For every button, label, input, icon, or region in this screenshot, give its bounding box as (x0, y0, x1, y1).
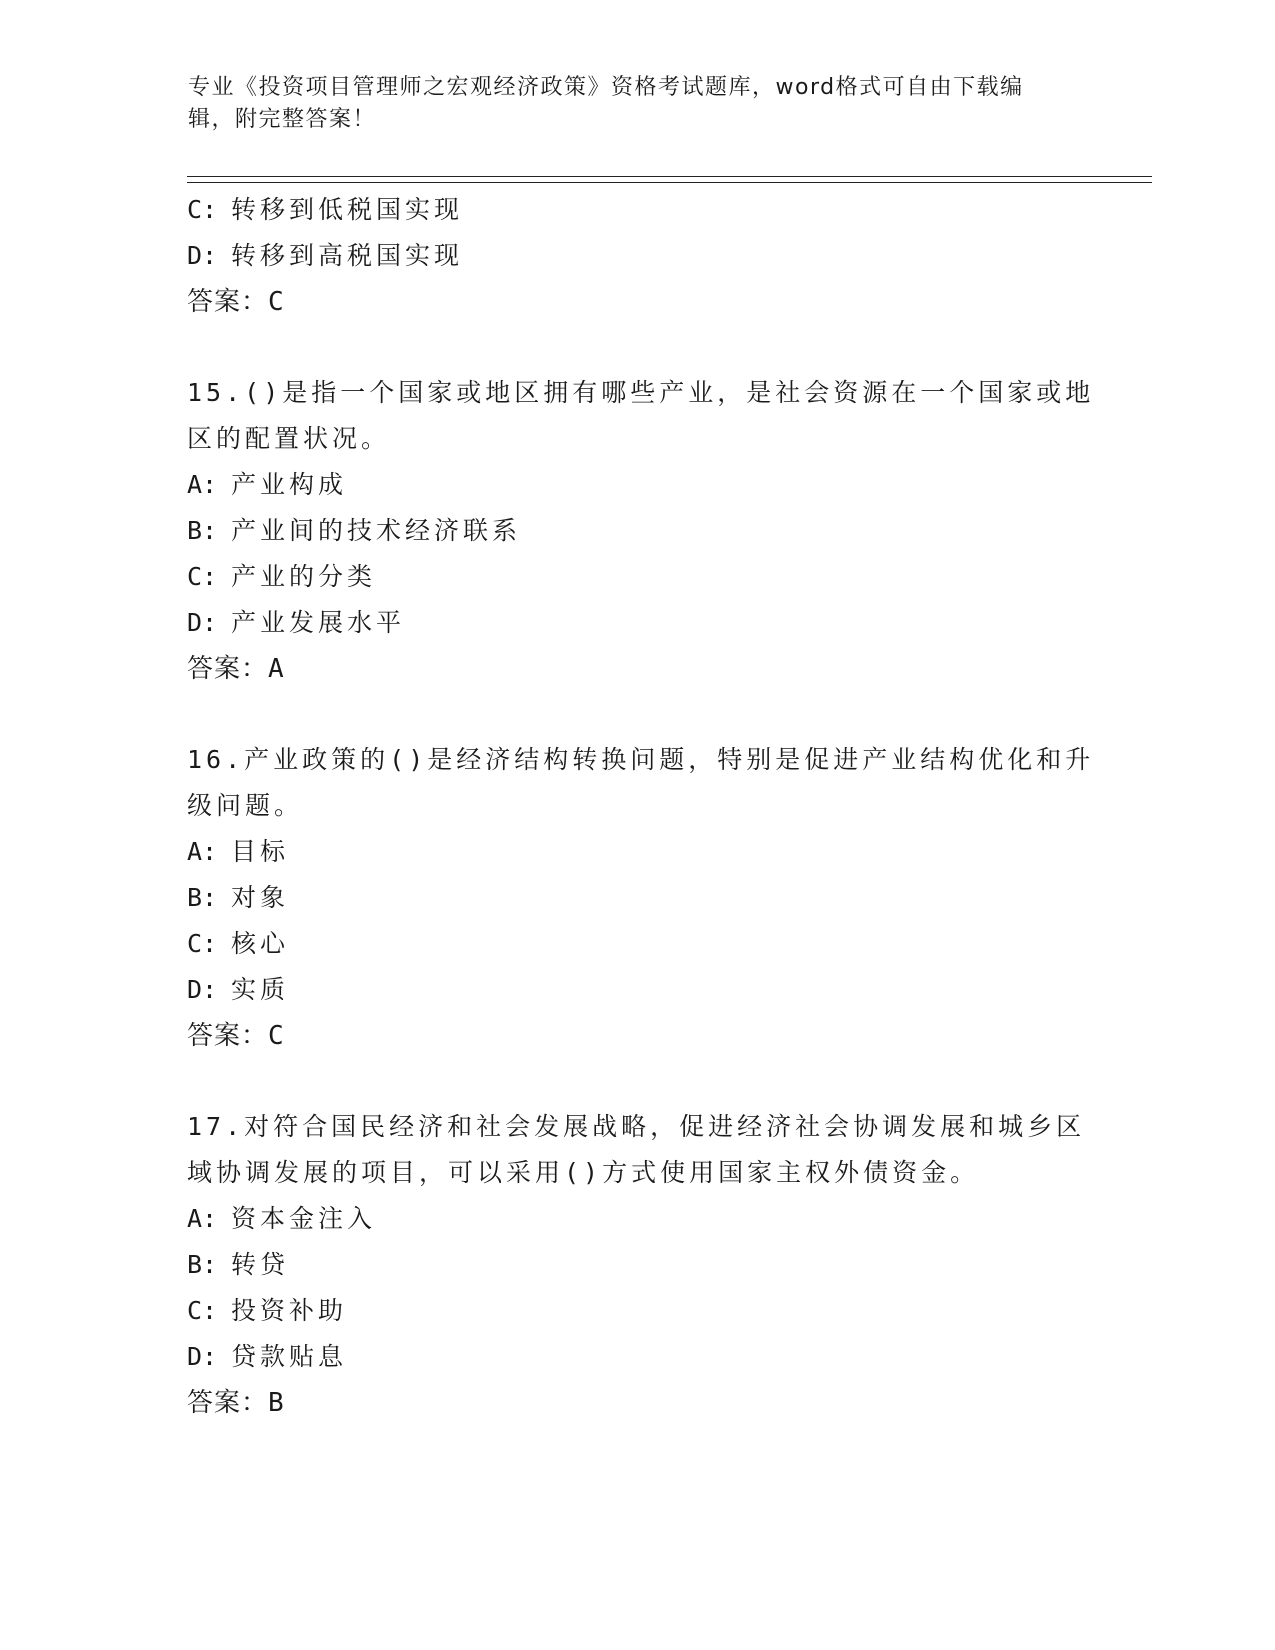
header-line-1: 专业《投资项目管理师之宏观经济政策》资格考试题库，word格式可自由下载编 (188, 75, 1024, 100)
option-text: 转贷 (231, 1250, 290, 1279)
option-c (187, 554, 1087, 600)
option-key: B: (187, 1250, 218, 1279)
question-14-continued (187, 187, 1087, 325)
option-key: D: (187, 241, 218, 270)
question-stem-line-2: 域协调发展的项目，可以采用()方式使用国家主权外债资金。 (187, 1158, 980, 1187)
option-d (187, 967, 1087, 1013)
answer-value: C (268, 287, 284, 317)
option-key: A: (187, 1204, 218, 1233)
option-key: A: (187, 837, 218, 866)
question-list (187, 187, 1095, 1426)
option-key: C: (187, 195, 218, 224)
question-15 (187, 370, 1095, 692)
question-spacer (187, 692, 1087, 737)
option-c (187, 921, 1087, 967)
answer-value: B (268, 1388, 284, 1418)
option-key: C: (187, 562, 218, 591)
question-stem-line-1: 17.对符合国民经济和社会发展战略，促进经济社会协调发展和城乡区 (187, 1112, 1086, 1141)
question-spacer (187, 1059, 1087, 1104)
option-key: C: (187, 1296, 218, 1325)
question-16 (187, 737, 1095, 1059)
question-stem-line-2: 区的配置状况。 (187, 424, 391, 453)
question-stem-line-1: 15.()是指一个国家或地区拥有哪些产业，是社会资源在一个国家或地 (187, 378, 1095, 407)
question-spacer (187, 325, 1087, 370)
answer-line (187, 279, 1087, 325)
option-a (187, 1196, 1087, 1242)
option-key: D: (187, 608, 218, 637)
answer-label: 答案： (187, 1388, 269, 1418)
option-b (187, 1242, 1087, 1288)
document-header (188, 72, 1068, 136)
answer-line (187, 1380, 1087, 1426)
option-text: 核心 (231, 929, 290, 958)
option-text: 产业发展水平 (231, 608, 406, 637)
option-text: 产业间的技术经济联系 (231, 516, 522, 545)
answer-label: 答案： (187, 654, 269, 684)
option-c (187, 1288, 1087, 1334)
question-17 (187, 1104, 1087, 1426)
option-text: 转移到低税国实现 (231, 195, 464, 224)
header-divider-bottom (187, 182, 1152, 183)
option-key: A: (187, 470, 218, 499)
option-text: 产业的分类 (231, 562, 377, 591)
option-a (187, 462, 1087, 508)
option-text: 对象 (231, 883, 290, 912)
option-text: 资本金注入 (231, 1204, 377, 1233)
option-a (187, 829, 1087, 875)
option-d (187, 1334, 1087, 1380)
option-key: D: (187, 1342, 218, 1371)
header-line-2: 辑，附完整答案！ (188, 107, 377, 132)
option-text: 投资补助 (231, 1296, 348, 1325)
answer-value: C (268, 1021, 284, 1051)
option-d (187, 600, 1087, 646)
option-key: B: (187, 516, 218, 545)
answer-value: A (268, 654, 284, 684)
option-key: D: (187, 975, 218, 1004)
option-c (187, 187, 1087, 233)
option-key: C: (187, 929, 218, 958)
option-b (187, 875, 1087, 921)
header-divider-top (187, 176, 1152, 177)
answer-label: 答案： (187, 287, 269, 317)
option-b (187, 508, 1087, 554)
question-stem-line-2: 级问题。 (187, 791, 304, 820)
answer-line (187, 1013, 1087, 1059)
answer-line (187, 646, 1087, 692)
option-text: 目标 (231, 837, 290, 866)
question-stem-line-1: 16.产业政策的()是经济结构转换问题，特别是促进产业结构优化和升 (187, 745, 1095, 774)
option-text: 贷款贴息 (231, 1342, 348, 1371)
option-key: B: (187, 883, 218, 912)
option-text: 转移到高税国实现 (231, 241, 464, 270)
option-text: 实质 (231, 975, 290, 1004)
option-d (187, 233, 1087, 279)
option-text: 产业构成 (231, 470, 348, 499)
answer-label: 答案： (187, 1021, 269, 1051)
